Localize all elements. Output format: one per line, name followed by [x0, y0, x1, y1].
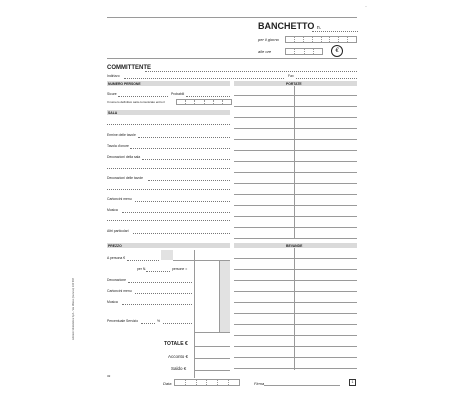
room-field-2: Tavola d'onore: [107, 144, 129, 148]
price-heading-bar: [107, 243, 230, 248]
drinks-heading-bar: [234, 243, 357, 248]
balance-text: Saldo: [171, 366, 183, 371]
address-label: Indirizzo: [107, 74, 120, 78]
document-title: [258, 21, 321, 31]
fax-label: Fax: [288, 74, 294, 78]
probabili-label: Probabili: [171, 92, 185, 96]
printer-side-text: Edizioni Modulistica SpA - Via Milano (Genova) 134 993: [72, 278, 75, 340]
price-shade-top: [161, 250, 173, 260]
time-boxes[interactable]: [285, 48, 323, 55]
total-euro: €: [184, 341, 188, 347]
room-field-4: Decorazioni delle tavole: [107, 176, 143, 180]
corner-mark: ~: [365, 5, 367, 9]
price-item-3: Musica: [107, 300, 118, 304]
per-n-label: per N.: [137, 267, 147, 271]
number-label: n.: [316, 25, 322, 31]
date-label: per il giorno: [258, 37, 279, 42]
footer-mark: 32: [107, 374, 111, 378]
drinks-heading: BEVANDE: [286, 244, 303, 248]
signature-label: Firma: [254, 381, 265, 386]
balance-euro: €: [183, 366, 187, 371]
courses-heading: PORTATE: [286, 82, 302, 86]
courses-heading-bar: [234, 81, 357, 86]
price-item-1: Decorazione: [107, 278, 127, 282]
deposit-label: [168, 354, 188, 359]
service-label: Percentuale Servizio: [107, 319, 139, 323]
percent-symbol: %: [157, 319, 161, 323]
room-field-3: Decorazioni della sala: [107, 155, 141, 159]
per-person-label: A persona €: [107, 256, 126, 260]
balance-label: [171, 366, 186, 371]
people-heading: NUMERO PERSONE: [108, 82, 141, 86]
definitive-label: Il numero definitivo sarà comunicato entro il: [107, 100, 165, 104]
total-text: TOTALE: [164, 341, 184, 347]
client-title: COMMITTENTE: [107, 65, 151, 71]
room-field-6: Musica: [107, 208, 118, 212]
total-label: [164, 341, 188, 347]
people-heading-bar: [107, 81, 230, 86]
deposit-text: Acconto: [168, 354, 185, 359]
time-label: alle ore: [258, 49, 272, 54]
sicure-label: Sicure: [107, 92, 117, 96]
title-text: BANCHETTO: [258, 21, 315, 31]
room-field-7: Altri particolari: [107, 229, 129, 233]
footer-date-boxes[interactable]: [174, 379, 240, 386]
room-field-5: Cartoncini menu: [107, 197, 132, 201]
room-field-1: Ermine delle tavole: [107, 133, 136, 137]
footer-date-label: Data: [163, 381, 172, 386]
date-boxes[interactable]: [285, 36, 357, 43]
euro-circle-icon: €: [331, 45, 343, 57]
room-heading: SALA: [108, 111, 118, 115]
deposit-euro: €: [185, 354, 189, 359]
page-number-box: 1: [349, 379, 356, 386]
room-heading-bar: [107, 110, 230, 115]
definitive-date-boxes[interactable]: [176, 99, 232, 105]
persons-label: persone =: [172, 267, 188, 271]
price-item-2: Cartoncini menu: [107, 289, 132, 293]
price-heading: PREZZO: [108, 244, 122, 248]
price-shade-column: [219, 260, 230, 332]
